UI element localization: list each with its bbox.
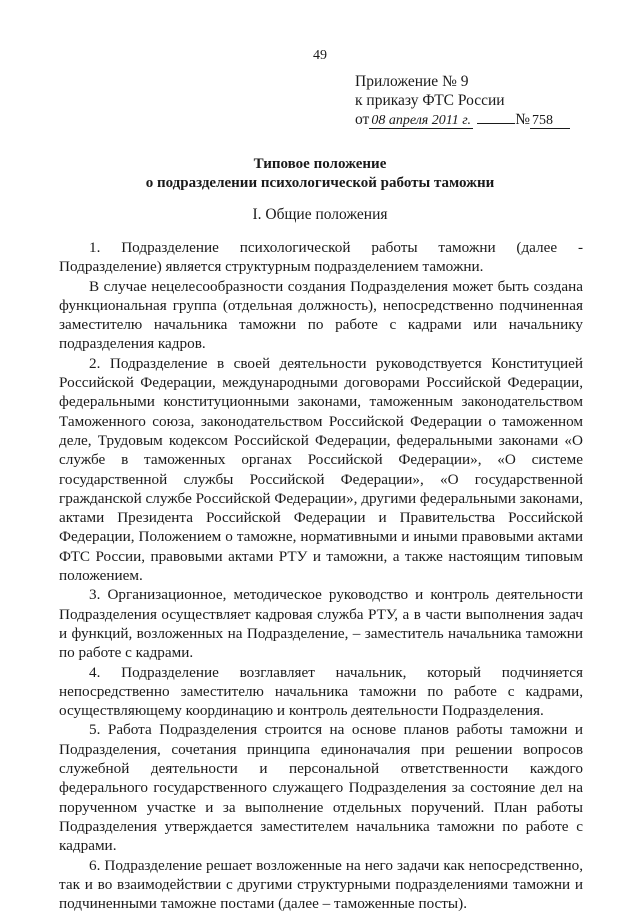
title-line-2: о подразделении психологической работы таможни bbox=[0, 174, 640, 193]
appendix-order-reference: к приказу ФТС России bbox=[355, 91, 570, 110]
title-line-1: Типовое положение bbox=[0, 155, 640, 174]
order-date: 08 апреля 2011 г. bbox=[369, 113, 473, 129]
paragraph: 1. Подразделение психологической работы таможни (далее - Подразделение) является структурным подразделением таможни. bbox=[59, 238, 583, 277]
number-prefix: № bbox=[515, 111, 530, 128]
appendix-header bbox=[355, 72, 570, 129]
paragraph: 5. Работа Подразделения строится на основе планов работы таможни и Подразделения, сочетания принципа единоначалия при решении вопросов служебной деятельности и персональной ответственности каждого федерального государственного служащего Подразделения за состояние дел на порученном участке и за выполнение отдельных поручений. План работы Подразделения утверждается заместителем начальника таможни по работе с кадрами. bbox=[59, 720, 583, 855]
paragraph: 2. Подразделение в своей деятельности руководствуется Конституцией Российской Федерации, международными договорами Российской Федерации, федеральными конституционными законами, таможенным законодательством Таможенного союза, законодательством Российской Федерации о таможенном деле, Трудовым кодексом Российской Федерации, федеральными законами «О службе в таможенных органах Российской Федерации», «О системе государственной службы Российской Федерации», «О государственной гражданской службе Российской Федерации», другими федеральными законами, актами Президента Российской Федерации и Правительства Российской Федерации, Положением о таможне, нормативными и иными правовыми актами ФТС России, правовыми актами РТУ и таможни, а также настоящим типовым положением. bbox=[59, 354, 583, 586]
paragraph: В случае нецелесообразности создания Подразделения может быть создана функциональная группа (отдельная должность), непосредственно подчиненная заместителю начальника таможни по работе с кадрами или начальнику подразделения кадров. bbox=[59, 277, 583, 354]
page-number: 49 bbox=[0, 48, 640, 64]
paragraph: 3. Организационное, методическое руководство и контроль деятельности Подразделения осуществляет кадровая служба РТУ, а в части выполнения задач и функций, возложенных на Подразделение, – заместитель начальника таможни по работе с кадрами. bbox=[59, 585, 583, 662]
paragraph: 6. Подразделение решает возложенные на него задачи как непосредственно, так и во взаимодействии с другими структурными подразделениями таможни и подчиненными таможне постами (далее – таможенные посты). bbox=[59, 856, 583, 913]
paragraph: 4. Подразделение возглавляет начальник, который подчиняется непосредственно заместителю начальника таможни по работе с кадрами, осуществляющему координацию и контроль деятельности Подразделения. bbox=[59, 663, 583, 721]
date-prefix: от bbox=[355, 111, 369, 128]
appendix-number: Приложение № 9 bbox=[355, 72, 570, 91]
order-number: 758 bbox=[530, 113, 570, 129]
document-title bbox=[0, 155, 640, 193]
section-heading: I. Общие положения bbox=[0, 206, 640, 224]
document-body bbox=[59, 238, 583, 913]
appendix-date-line bbox=[355, 110, 570, 129]
